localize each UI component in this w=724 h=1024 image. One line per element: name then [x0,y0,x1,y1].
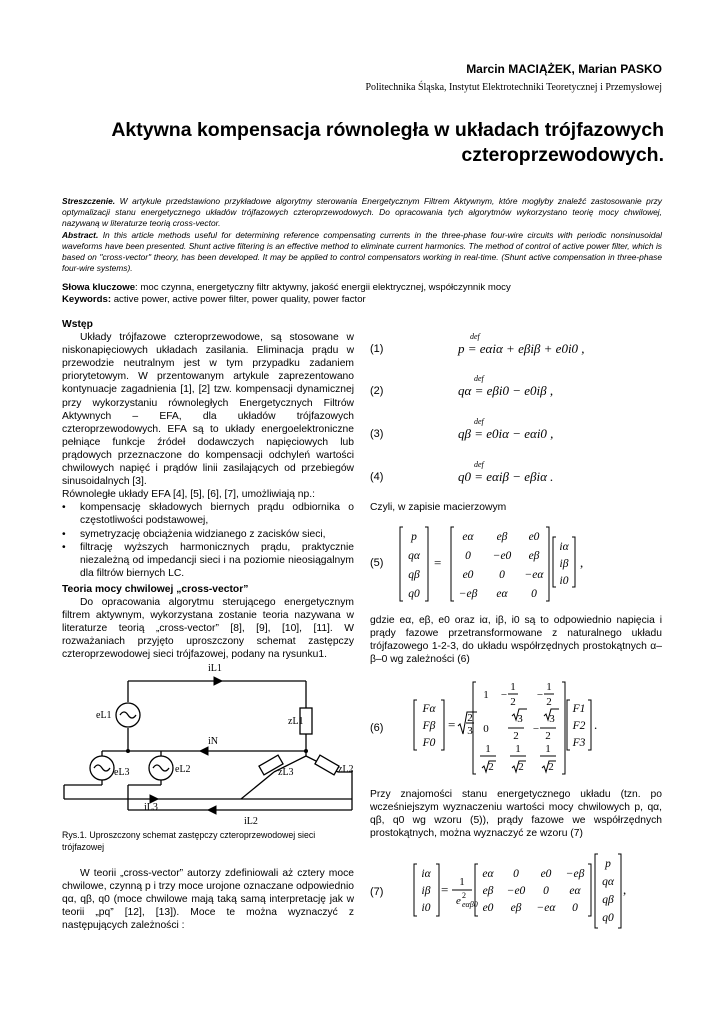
eq7-rhs: qα [602,876,614,888]
keywords-en [62,294,662,306]
heading-intro: Wstęp [62,319,93,330]
equation-5 [398,524,598,604]
eq5-cell: −eβ [458,588,478,600]
def-mark: def [474,374,484,383]
svg-text:0: 0 [483,723,489,735]
eq5-cell: e0 [462,569,474,581]
label-eL2: eL2 [175,764,191,775]
eq7-cell: eβ [482,885,494,897]
authors: Marcin MACIĄŻEK, Marian PASKO [466,62,662,76]
eq-number-5: (5) [370,557,384,569]
eq7-coef-den: eαβ0 [462,900,478,909]
cross-vector-paragraph [62,867,354,932]
svg-text:,: , [623,882,627,897]
eq5-lhs: qβ [408,569,420,581]
bullet-item: • symetryzację obciążenia widzianego z zacisków sieci, [62,528,354,541]
eq7-rhs: q0 [602,912,614,924]
eq5-lhs: p [411,531,417,543]
svg-text:1: 1 [545,743,551,755]
equation-3: qβ = e0iα − eαi0 , [458,426,554,441]
label-eL3: eL3 [114,767,130,778]
energy-paragraph: Przy znajomości stanu energetycznego układu (tzn. po wcześniejszym wyznaczeniu wartości mocy chwilowych p, qα, qβ, q0 wg wzoru (5)), prądy fazowe we współrzędnych prostokątnych, można wyznaczyć ze wzoru (7) [370,789,662,840]
eq-number-1: (1) [370,343,384,355]
equation-7 [412,852,637,932]
eq6-coef-num: 2 [467,712,473,724]
abstract-en-text: In this article methods useful for determining reference compensating currents in the three-phase four-wire circuits with periodic nonsinusoidal waveforms have been presented. Shunt active filtering is an effective method to eliminate current harmonics. The method of control of active power filter, which is based on "cross-vector" theory, has been developed. It may be applied to control compensators working in real-time. (Shunt active compensation in three-phase four-wire systems). [62,229,662,274]
heading-theory: Teoria mocy chwilowej „cross-vector” [62,584,249,595]
label-zL1: zL1 [288,716,304,727]
label-iL3: iL3 [144,802,158,813]
figure-caption: Rys.1. Uproszczony schemat zastępczy czteroprzewodowej sieci trójfazowej [62,830,316,852]
eq5-cell: eβ [496,531,508,543]
eq7-rhs: qβ [602,894,614,906]
intro-paragraph-2: Równoległe układy EFA [4], [5], [6], [7], umożliwiają np.: [62,489,315,501]
eq5-cell: e0 [528,531,540,543]
eq7-cell: e0 [482,902,494,914]
eq7-cell: eβ [510,902,522,914]
desc-paragraph: gdzie eα, eβ, e0 oraz iα, iβ, i0 są to odpowiednio napięcia i prądy fazowe przetransformowane z naturalnego układu trójfazowego 1-2-3, do układu współrzędnych prostokątnych α–β–0 wg zależności (6) [370,615,662,666]
label-eL1: eL1 [96,710,112,721]
eq5-rhs: iα [559,541,569,553]
svg-text:2: 2 [513,730,519,742]
bullet-item: • kompensację składowych biernych prądu odbiornika o częstotliwości podstawowej, [62,501,354,527]
affiliation: Politechnika Śląska, Instytut Elektrotechniki Teoretycznej i Przemysłowej [365,82,662,93]
svg-text:−: − [532,723,540,735]
eq6-rhs: F1 [572,703,586,715]
eq7-cell: 0 [513,868,519,880]
section-intro [62,318,354,580]
label-iN: iN [208,736,218,747]
eq5-cell: 0 [531,588,537,600]
abstract-en-label: Abstract. [62,229,99,240]
svg-text:−: − [500,689,508,701]
eq7-lhs: iβ [421,885,431,897]
eq6-lhs: Fα [422,703,436,715]
svg-text:1: 1 [459,876,465,888]
theory-paragraph: Do opracowania algorytmu sterującego energetycznym filtrem aktywnym, wykorzystana zostanie teoria nazywana w literaturze teorią „cross-vector” [8], [9], [10], [11]. W rozważaniach przyjęto uproszczony schemat zastępczy czteroprzewodowej sieci trójfazowej, podany na rysunku1. [62,597,354,661]
bullet-item: • filtrację wyższych harmonicznych prądu, praktycznie niezależną od impedancji sieci i na poziomie nieosiągalnym dla filtrów biernych LC. [62,541,354,580]
eq-number-6: (6) [370,722,384,734]
svg-text:2: 2 [518,761,524,773]
eq-number-2: (2) [370,385,384,397]
svg-text:1: 1 [546,681,552,693]
eq7-lhs: i0 [421,902,431,914]
equation-4: q0 = eαiβ − eβiα . [458,469,554,484]
svg-text:,: , [580,555,584,570]
eq5-rhs: iβ [559,558,569,570]
svg-text:2: 2 [545,730,551,742]
abstract [62,196,662,274]
eq7-cell: e0 [540,868,552,880]
svg-text:2: 2 [510,696,516,708]
eq-number-4: (4) [370,471,384,483]
eq-number-7: (7) [370,886,384,898]
label-iL2: iL2 [244,816,258,827]
svg-text:−: − [536,689,544,701]
matrix-intro: Czyli, w zapisie macierzowym [370,502,507,513]
eq7-cell: −eα [536,902,556,914]
eq7-lhs: iα [421,868,431,880]
eq7-cell: −eβ [565,868,585,880]
def-mark: def [474,460,484,469]
svg-text:1: 1 [485,743,491,755]
bottom-paragraph: W teorii „cross-vector” autorzy zdefiniowali aż cztery moce chwilowe, czynną p i trzy moce urojone oznaczane odpowiednio qα, qβ, q0 (moce chwilowe mają taką samą interpretację jak w teorii „pq” [12], [13]). Moce te można wyznaczyć z następujących zależności : [62,868,354,932]
eq6-rhs: F3 [572,737,586,749]
svg-text:e: e [456,895,461,907]
eq6-lhs: Fβ [422,720,436,732]
eq5-lhs: qα [408,550,420,562]
svg-text:2: 2 [548,761,554,773]
eq7-cell: 0 [543,885,549,897]
svg-text:2: 2 [546,696,552,708]
svg-text:1: 1 [510,681,516,693]
keywords-en-text: active power, active power filter, power quality, power factor [111,294,366,305]
keywords-en-label: Keywords: [62,294,112,305]
eq5-cell: eα [462,531,474,543]
abstract-pl-label: Streszczenie. [62,196,116,206]
keywords-pl [62,282,662,294]
def-mark: def [474,417,484,426]
svg-text:=: = [448,717,456,732]
eq-number-3: (3) [370,428,384,440]
label-zL2: zL2 [338,764,354,775]
keywords-pl-text: : moc czynna, energetyczny filtr aktywny, jakość energii elektrycznej, współczynnik mocy [135,282,511,293]
label-zL3: zL3 [278,767,294,778]
eq7-cell: 0 [572,902,578,914]
eq6-lhs: F0 [422,737,436,749]
eq6-rhs: F2 [572,720,586,732]
label-iL1: iL1 [208,663,222,674]
eq5-cell: eα [496,588,508,600]
svg-text:3: 3 [517,713,523,725]
equation-2: qα = eβi0 − e0iβ , [458,383,554,398]
eq5-cell: eβ [528,550,540,562]
circuit-diagram [56,660,356,828]
eq7-cell: eα [569,885,581,897]
title-line-2: czteroprzewodowych. [461,144,664,166]
equation-1: p = eαiα + eβiβ + e0i0 , [458,341,585,356]
eq7-cell: eα [482,868,494,880]
eq7-cell: −e0 [506,885,526,897]
svg-text:=: = [441,882,449,897]
section-theory [62,583,354,662]
eq5-cell: −e0 [492,550,512,562]
svg-text:=: = [434,555,442,570]
eq5-cell: 0 [465,550,471,562]
intro-paragraph-1: Układy trójfazowe czteroprzewodowe, są stosowane w niskonapięciowych układach zasilania. Eliminacja prądu w przewodzie neutralnym jest w tym przypadku zadaniem priorytetowym. W przentowanym artykule zaprezentowano kontynuacje zagadnienia [1], [2] tzw. kompensacji dynamicznej przy wykorzystaniu równoległych Energetycznych Filtrów Aktywnych – EFA, dla układów trójfazowych czteroprzewodowych. EFA są to układy energoelektroniczne pełniące funkcje źródeł dodawczych napięciowych lub prądowych przeznaczone do kompensacji odchyleń wartości chwilowych napięć i prądów linii zasilających od przebiegów sinusoidalnych [3]. [62,332,354,488]
abstract-pl-text: W artykule przedstawiono przykładowe algorytmy sterowania Energetycznym Filtrem Aktywnym, które mogłyby znaleźć zastosowanie przy optymalizacji stanu energetycznego układów trójfazowych czteroprzewodowych. Do opracowania tych algorytmów wykorzystano teorię mocy chwilowej, nazywaną w literaturze teorią cross-vector. [62,196,662,229]
def-mark: def [470,332,480,341]
svg-text:.: . [594,717,598,732]
impedance-zL2-icon [315,755,339,775]
svg-text:2: 2 [488,761,494,773]
keywords-pl-label: Słowa kluczowe [62,282,136,293]
title-line-1: Aktywna kompensacja równoległa w układach trójfazowych [111,119,664,141]
bullet-list [62,501,354,580]
eq5-cell: 0 [499,569,505,581]
eq5-cell: −eα [524,569,544,581]
svg-text:2: 2 [462,891,466,900]
eq5-lhs: q0 [408,588,420,600]
eq7-rhs: p [605,858,611,870]
equation-6 [412,678,612,778]
svg-text:1: 1 [483,689,489,701]
eq5-rhs: i0 [559,575,569,587]
eq6-coef-den: 3 [467,725,473,737]
paper-title [104,118,664,168]
svg-text:3: 3 [549,713,555,725]
svg-text:1: 1 [515,743,521,755]
